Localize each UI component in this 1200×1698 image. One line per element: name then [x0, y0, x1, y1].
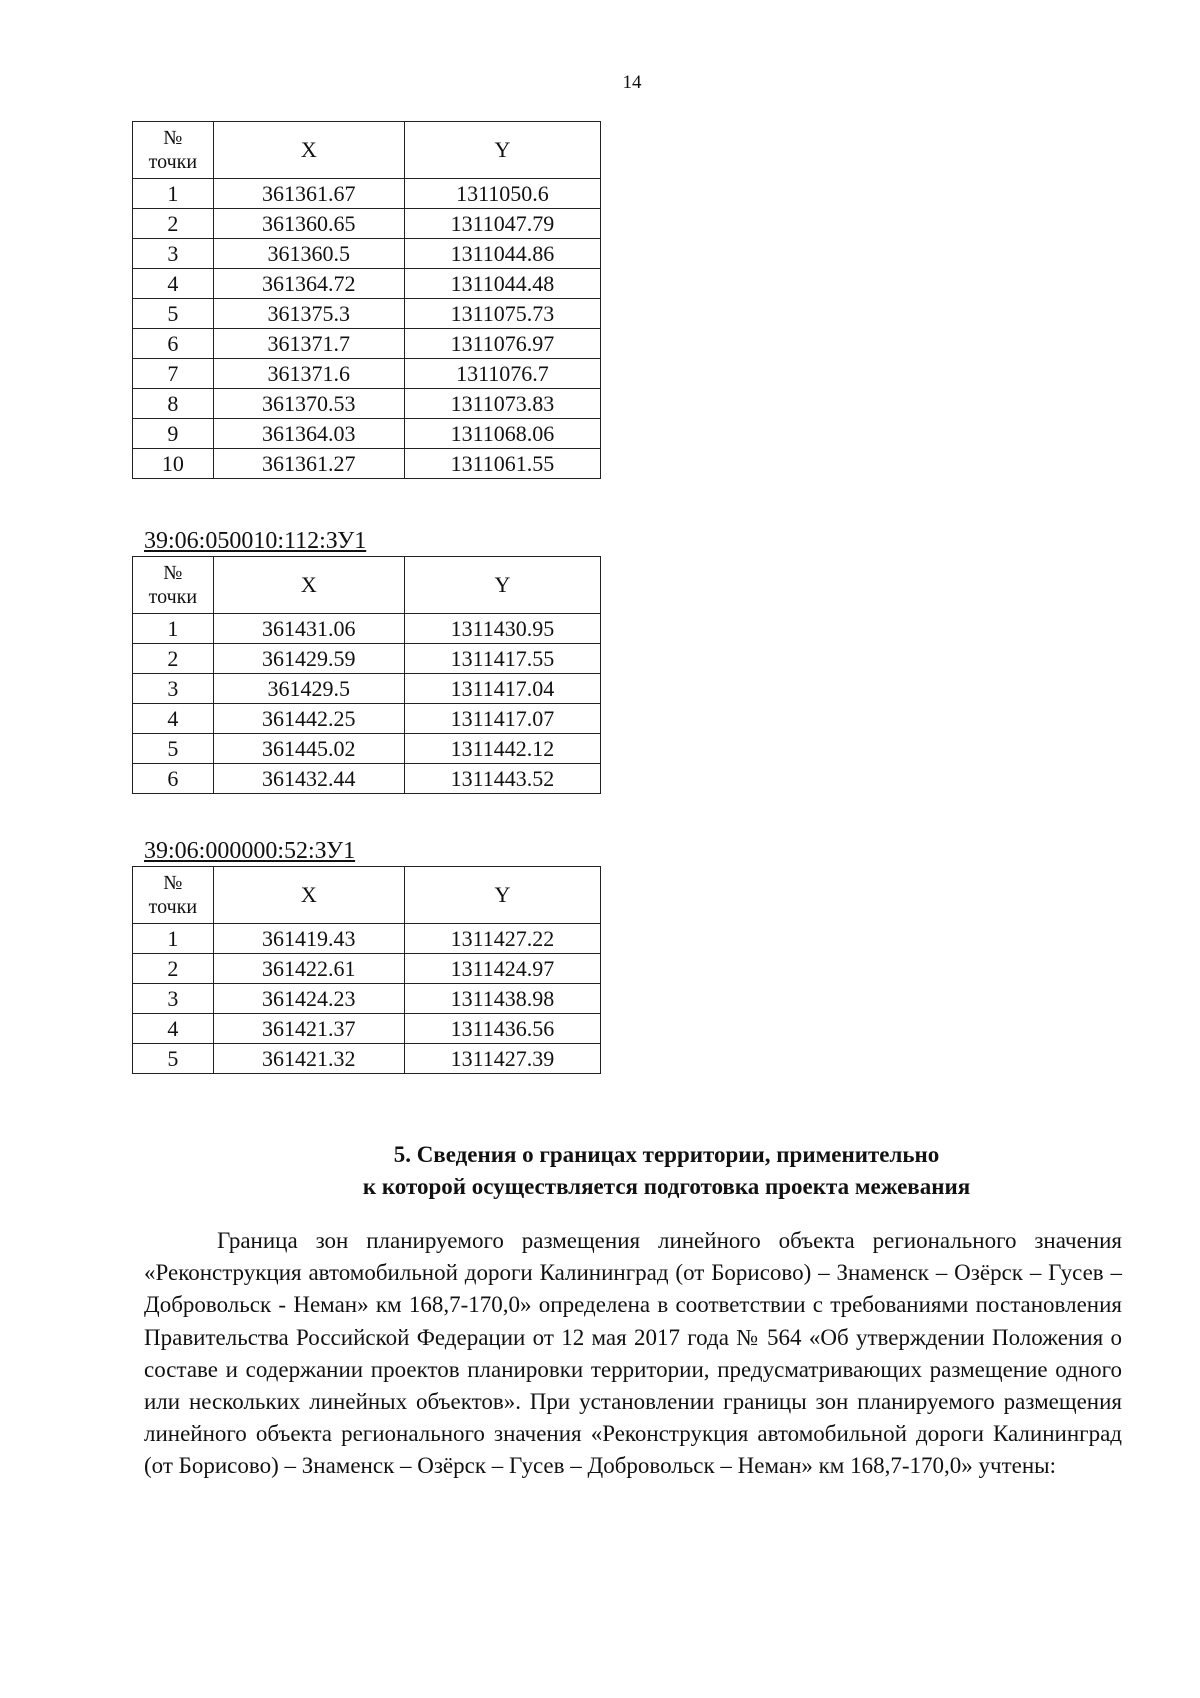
x-coordinate-cell: 361419.43 [213, 924, 404, 954]
point-number-cell: 5 [133, 1044, 214, 1074]
coordinates-table-block-2 [132, 526, 601, 794]
table-row [133, 1014, 601, 1044]
point-number-cell: 1 [133, 614, 214, 644]
point-number-cell: 8 [133, 389, 214, 419]
y-coordinate-cell: 1311417.04 [404, 674, 600, 704]
y-coordinate-cell: 1311443.52 [404, 764, 600, 794]
x-coordinate-cell: 361364.03 [213, 419, 404, 449]
y-coordinate-cell: 1311073.83 [404, 389, 600, 419]
y-coordinate-cell: 1311436.56 [404, 1014, 600, 1044]
coordinates-table-block-1 [132, 121, 601, 479]
point-number-header-word: точки [148, 586, 198, 608]
y-coordinate-cell: 1311044.86 [404, 239, 600, 269]
table-row [133, 269, 601, 299]
x-coordinate-cell: 361422.61 [213, 954, 404, 984]
y-coordinate-cell: 1311061.55 [404, 449, 600, 479]
table-row [133, 644, 601, 674]
y-column-header: Y [404, 557, 600, 614]
point-number-header [133, 867, 214, 924]
table-header-row [133, 557, 601, 614]
x-coordinate-cell: 361445.02 [213, 734, 404, 764]
point-number-cell: 2 [133, 209, 214, 239]
table-row [133, 704, 601, 734]
table-row [133, 764, 601, 794]
table-row [133, 359, 601, 389]
x-coordinate-cell: 361421.32 [213, 1044, 404, 1074]
point-number-header-word: точки [148, 151, 198, 173]
section-title [0, 1139, 1200, 1203]
table-row [133, 329, 601, 359]
x-column-header: X [213, 867, 404, 924]
coordinates-table [132, 556, 601, 794]
point-number-cell: 3 [133, 984, 214, 1014]
x-coordinate-cell: 361371.6 [213, 359, 404, 389]
x-coordinate-cell: 361370.53 [213, 389, 404, 419]
page-number: 14 [622, 72, 642, 93]
table-row [133, 209, 601, 239]
y-column-header: Y [404, 122, 600, 179]
table-row [133, 179, 601, 209]
point-number-header-symbol: № [163, 127, 183, 149]
y-coordinate-cell: 1311047.79 [404, 209, 600, 239]
table-row [133, 389, 601, 419]
y-coordinate-cell: 1311438.98 [404, 984, 600, 1014]
x-coordinate-cell: 361360.5 [213, 239, 404, 269]
y-coordinate-cell: 1311427.39 [404, 1044, 600, 1074]
x-coordinate-cell: 361429.5 [213, 674, 404, 704]
y-column-header: Y [404, 867, 600, 924]
y-coordinate-cell: 1311044.48 [404, 269, 600, 299]
x-coordinate-cell: 361361.27 [213, 449, 404, 479]
table-row [133, 449, 601, 479]
point-number-cell: 1 [133, 924, 214, 954]
table-row [133, 299, 601, 329]
point-number-cell: 9 [133, 419, 214, 449]
point-number-cell: 4 [133, 704, 214, 734]
point-number-cell: 6 [133, 764, 214, 794]
y-coordinate-cell: 1311442.12 [404, 734, 600, 764]
x-coordinate-cell: 361429.59 [213, 644, 404, 674]
point-number-header-symbol: № [163, 872, 183, 894]
point-number-cell: 5 [133, 299, 214, 329]
section-title-line-1: 5. Сведения о границах территории, применительно [393, 1142, 940, 1167]
table-row [133, 614, 601, 644]
table-row [133, 419, 601, 449]
point-number-cell: 3 [133, 674, 214, 704]
point-number-cell: 3 [133, 239, 214, 269]
x-column-header: X [213, 557, 404, 614]
point-number-cell: 7 [133, 359, 214, 389]
section-title-line-2: к которой осуществляется подготовка проекта межевания [362, 1174, 971, 1199]
coordinates-table [132, 866, 601, 1074]
point-number-header-word: точки [148, 896, 198, 918]
x-coordinate-cell: 361360.65 [213, 209, 404, 239]
point-number-header [133, 122, 214, 179]
table-row [133, 674, 601, 704]
table-header-row [133, 122, 601, 179]
table-row [133, 924, 601, 954]
table-header-row [133, 867, 601, 924]
y-coordinate-cell: 1311424.97 [404, 954, 600, 984]
y-coordinate-cell: 1311427.22 [404, 924, 600, 954]
point-number-cell: 4 [133, 269, 214, 299]
y-coordinate-cell: 1311068.06 [404, 419, 600, 449]
y-coordinate-cell: 1311417.55 [404, 644, 600, 674]
x-coordinate-cell: 361361.67 [213, 179, 404, 209]
point-number-cell: 2 [133, 644, 214, 674]
point-number-cell: 6 [133, 329, 214, 359]
parcel-cadastral-id: 39:06:050010:112:ЗУ1 [144, 528, 367, 554]
point-number-cell: 5 [133, 734, 214, 764]
table-row [133, 734, 601, 764]
point-number-cell: 4 [133, 1014, 214, 1044]
y-coordinate-cell: 1311050.6 [404, 179, 600, 209]
x-coordinate-cell: 361375.3 [213, 299, 404, 329]
y-coordinate-cell: 1311075.73 [404, 299, 600, 329]
x-coordinate-cell: 361364.72 [213, 269, 404, 299]
x-coordinate-cell: 361421.37 [213, 1014, 404, 1044]
y-coordinate-cell: 1311076.97 [404, 329, 600, 359]
x-column-header: X [213, 122, 404, 179]
x-coordinate-cell: 361442.25 [213, 704, 404, 734]
point-number-cell: 2 [133, 954, 214, 984]
table-row [133, 239, 601, 269]
table-row [133, 954, 601, 984]
x-coordinate-cell: 361424.23 [213, 984, 404, 1014]
section-paragraph: Граница зон планируемого размещения линейного объекта регионального значения «Реконструкция автомобильной дороги Калининград (от Борисово) – Знаменск – Озёрск – Гусев – Добровольск - Неман» км 168,7-170,0» определена в соответствии с требованиями постановления Правительства Российской Федерации от 12 мая 2017 года № 564 «Об утверждении Положения о составе и содержании проектов планировки территории, предусматривающих размещение одного или нескольких линейных объектов». При установлении границы зон планируемого размещения линейного объекта регионального значения «Реконструкция автомобильной дороги Калининград (от Борисово) – Знаменск – Озёрск – Гусев – Добровольск – Неман» км 168,7-170,0» учтены: [144, 1228, 1122, 1479]
table-row [133, 1044, 601, 1074]
point-number-header-symbol: № [163, 562, 183, 584]
point-number-cell: 10 [133, 449, 214, 479]
y-coordinate-cell: 1311430.95 [404, 614, 600, 644]
x-coordinate-cell: 361431.06 [213, 614, 404, 644]
y-coordinate-cell: 1311076.7 [404, 359, 600, 389]
point-number-header [133, 557, 214, 614]
y-coordinate-cell: 1311417.07 [404, 704, 600, 734]
x-coordinate-cell: 361371.7 [213, 329, 404, 359]
parcel-cadastral-id: 39:06:000000:52:ЗУ1 [144, 838, 356, 864]
point-number-cell: 1 [133, 179, 214, 209]
table-row [133, 984, 601, 1014]
coordinates-table [132, 121, 601, 479]
x-coordinate-cell: 361432.44 [213, 764, 404, 794]
coordinates-table-block-3 [132, 836, 601, 1074]
